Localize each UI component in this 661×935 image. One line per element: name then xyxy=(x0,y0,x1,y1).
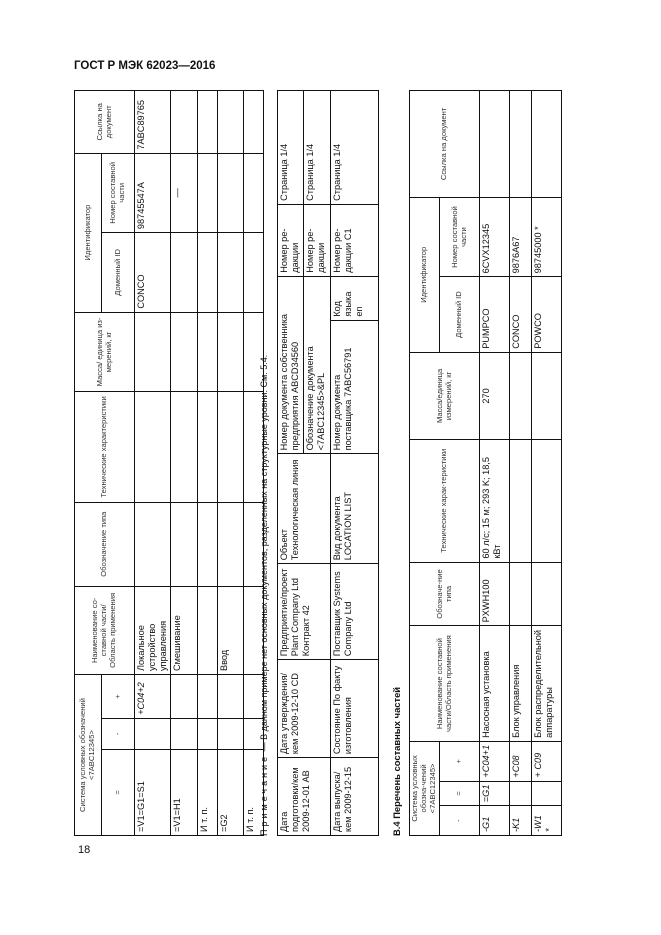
cell-partno: 6CVX12345 xyxy=(480,197,510,277)
cell-ref xyxy=(217,91,243,154)
cell-eq: =V1=G1=S1 xyxy=(135,749,171,835)
cell-partno xyxy=(217,153,243,233)
cell-name: Блок распределительной аппаратуры xyxy=(532,626,562,742)
cell-page: Страница 1/4 xyxy=(331,91,379,205)
cell-ref xyxy=(197,91,217,154)
table-row xyxy=(480,91,510,836)
cell-domain xyxy=(217,233,243,313)
cell-plus: +C04+2 xyxy=(135,675,171,719)
cell-minus xyxy=(217,718,243,749)
cell-partno: 9876A67 xyxy=(510,197,532,277)
cell-type xyxy=(532,562,562,626)
cell-mass xyxy=(135,312,171,392)
cell-enterprise: Предприятие/проект Plant Company Ltd Контракт 42 xyxy=(278,564,331,660)
cell-name: Насосная установка xyxy=(480,626,510,742)
cell-page: Страница 1/4 xyxy=(304,91,331,205)
type-column-header: Обозначе-ние типа xyxy=(410,562,480,626)
cell-doc-kind: Вид документа LOCATION LIST xyxy=(331,454,379,564)
cell-eq: И т. п. xyxy=(197,749,217,835)
reference-column-header: Ссылка на документ xyxy=(410,91,480,198)
part-number-column-header: Номер составной части xyxy=(440,197,480,277)
cell-domain xyxy=(243,233,263,313)
table-row xyxy=(510,91,532,836)
cell-domain: POWCO xyxy=(532,277,562,352)
cell-release: Дата выпуска/кем 2009-12-15 xyxy=(331,758,379,836)
cell-domain xyxy=(170,233,197,313)
cell-tech xyxy=(170,392,197,502)
eq-column-header: = xyxy=(102,749,135,835)
cell-partno: — xyxy=(170,153,197,233)
type-column-header: Обозначение типа xyxy=(75,502,135,586)
section-title: В.4 Перечень составных частей xyxy=(391,686,402,836)
cell-ref xyxy=(170,91,197,154)
cell-revision: Номер ре-дакции xyxy=(304,204,331,276)
cell-mass xyxy=(197,312,217,392)
plus-column-header: + xyxy=(102,675,135,719)
cell-minus xyxy=(135,718,171,749)
system-group-header: Система условных обозначений <7ABC12345> xyxy=(75,675,102,836)
cell-supplier-docnum: Номер документа поставщика 7ABC56791 xyxy=(331,320,379,454)
cell-ref: 7ABC89765 xyxy=(135,91,171,154)
cell-tech xyxy=(135,392,171,502)
cell-eq: =V1=H1 xyxy=(170,749,197,835)
eq-column-header: = xyxy=(440,781,480,806)
table-row xyxy=(170,91,197,836)
cell-name: Блок управления xyxy=(510,626,532,742)
identifier-group-header: Идентификатор xyxy=(75,153,102,312)
part-number-column-header: Номер составной части xyxy=(102,153,135,233)
cell-supplier: Поставщик Systems Company Ltd xyxy=(331,564,379,660)
components-table-1 xyxy=(74,90,264,836)
cell-name xyxy=(197,586,217,674)
cell-partno xyxy=(243,153,263,233)
domain-id-column-header: Доменный ID xyxy=(102,233,135,313)
cell-ref xyxy=(510,91,532,198)
title-block-table xyxy=(277,90,379,836)
page-number: 18 xyxy=(78,844,91,856)
cell-plus: +C08 xyxy=(510,741,532,781)
cell-type: PXWH100 xyxy=(480,562,510,626)
cell-minus xyxy=(197,718,217,749)
cell-plus xyxy=(170,675,197,719)
cell-doc-designation: Обозначение документа <7ABC12345>&PL xyxy=(304,276,331,454)
cell-partno xyxy=(197,153,217,233)
cell-eq: =G2 xyxy=(217,749,243,835)
cell-mass xyxy=(510,352,532,439)
cell-mass xyxy=(532,352,562,439)
cell-name: Ввод xyxy=(217,586,243,674)
cell-type xyxy=(197,502,217,586)
cell-mass xyxy=(170,312,197,392)
cell-tech xyxy=(532,440,562,563)
cell-eq xyxy=(532,781,562,806)
table-row xyxy=(197,91,217,836)
note-label: Примечание xyxy=(259,753,269,836)
table-row xyxy=(217,91,243,836)
cell-minus: -W1 * xyxy=(532,806,562,836)
cell-partno: 98745000 * xyxy=(532,197,562,277)
cell-partno: 98745547A xyxy=(135,153,171,233)
cell-minus xyxy=(170,718,197,749)
note-text: — В данном примере нет основных документов, разделенных на структурные уровни. См. 5.4. xyxy=(259,354,269,752)
plus-column-header: + xyxy=(440,741,480,781)
mass-column-header: Масса/единица измерений, кг xyxy=(410,352,480,439)
mass-column-header: Масса/ единица из-мерений, кг xyxy=(75,312,135,392)
cell-revision: Номер ре-дакции C1 xyxy=(331,204,379,276)
identifier-group-header: Идентификатор xyxy=(410,197,440,352)
components-table-2 xyxy=(409,90,562,836)
cell-name: Локальное устройство управления xyxy=(135,586,171,674)
cell-type xyxy=(135,502,171,586)
cell-eq: =G1 xyxy=(480,781,510,806)
cell-tech xyxy=(510,440,532,563)
cell-tech xyxy=(197,392,217,502)
cell-domain: CONCO xyxy=(135,233,171,313)
cell-preparation: Дата подготовки/кем 2009-12-01 AB xyxy=(278,758,331,836)
cell-plus: + C09 xyxy=(532,741,562,781)
table-note xyxy=(259,355,269,836)
tech-column-header: Технические характеристики xyxy=(75,392,135,502)
name-column-header: Наименование составной части/Область применения xyxy=(410,626,480,742)
cell-plus xyxy=(217,675,243,719)
cell-domain: CONCO xyxy=(510,277,532,352)
cell-minus: -K1 xyxy=(510,806,532,836)
cell-revision: Номер ре-дакции xyxy=(278,204,304,276)
cell-status: Состояние По факту изготовления xyxy=(331,660,379,758)
table-row xyxy=(278,91,304,836)
minus-column-header: - xyxy=(440,806,480,836)
table-row xyxy=(135,91,171,836)
cell-type xyxy=(217,502,243,586)
cell-mass xyxy=(217,312,243,392)
cell-owner-docnum: Номер документа собственника предприятия ABCD34560 xyxy=(278,276,304,454)
cell-domain: PUMPCO xyxy=(480,277,510,352)
cell-approval: Дата утверждения/кем 2009-12-10 CD xyxy=(278,660,331,758)
cell-eq: И т. п. xyxy=(243,749,263,835)
system-group-header: Система условных обозна-чений <7ABC12345> xyxy=(410,741,440,835)
cell-language: Код языка en xyxy=(331,276,379,320)
cell-eq xyxy=(510,781,532,806)
cell-type xyxy=(510,562,532,626)
cell-ref xyxy=(532,91,562,198)
cell-type xyxy=(170,502,197,586)
name-column-header: Наименование со-ставной части/ Область применения xyxy=(75,586,135,674)
cell-tech xyxy=(217,392,243,502)
table-row xyxy=(331,91,379,836)
cell-tech: 60 л/с; 15 м; 293 K; 18,5 кВт xyxy=(480,440,510,563)
cell-minus: -G1 xyxy=(480,806,510,836)
cell-mass: 270 xyxy=(480,352,510,439)
table-row xyxy=(532,91,562,836)
cell-plus: +C04+1 xyxy=(480,741,510,781)
reference-column-header: Ссылка на документ xyxy=(75,91,135,154)
cell-domain xyxy=(197,233,217,313)
document-header: ГОСТ Р МЭК 62023—2016 xyxy=(74,60,216,72)
rotated-page-content xyxy=(74,90,605,836)
cell-name: Смешивание xyxy=(170,586,197,674)
cell-ref xyxy=(243,91,263,154)
cell-plus xyxy=(197,675,217,719)
minus-column-header: - xyxy=(102,718,135,749)
cell-ref xyxy=(480,91,510,198)
tech-column-header: Технические харак-теристики xyxy=(410,440,480,563)
domain-id-column-header: Доменный ID xyxy=(440,277,480,352)
cell-page: Страница 1/4 xyxy=(278,91,304,205)
cell-object: Объект Технологическая линия xyxy=(278,454,331,564)
